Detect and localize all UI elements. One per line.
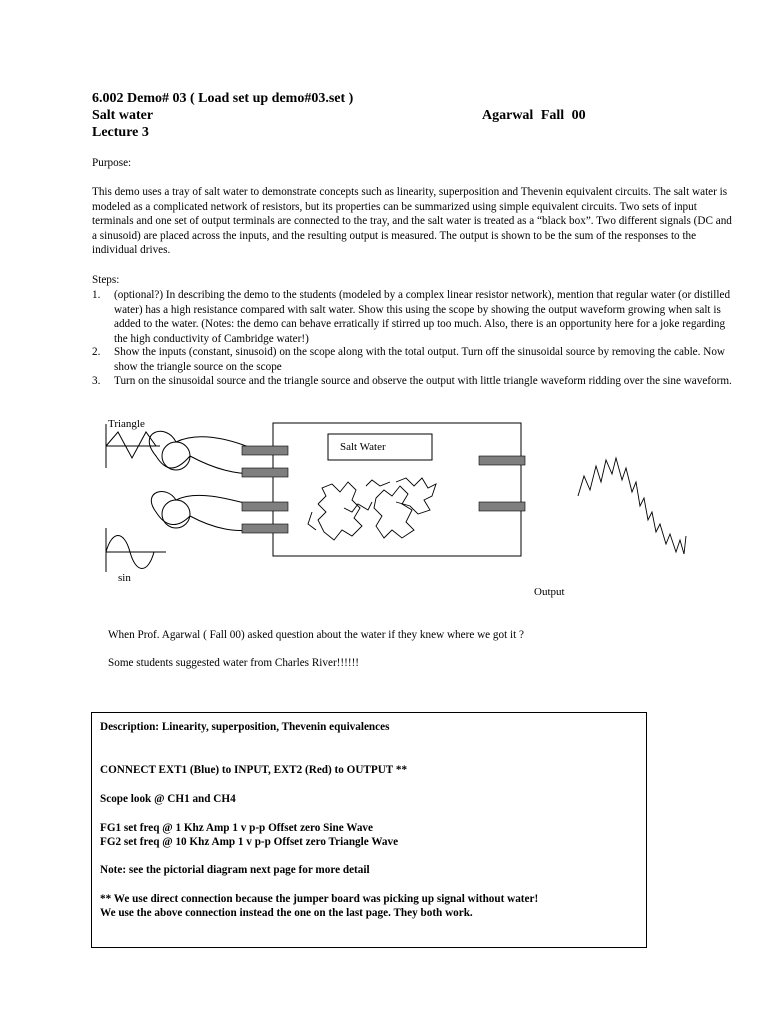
footnote-line: ** We use direct connection because the jumper board was picking up signal without water!	[100, 893, 539, 905]
step-item	[92, 345, 732, 374]
step-number: 2.	[92, 346, 101, 358]
steps-label: Steps:	[92, 274, 120, 286]
input-terminal	[242, 502, 288, 511]
fg1-line: FG1 set freq @ 1 Khz Amp 1 v p-p Offset zero Sine Wave	[100, 822, 373, 834]
doc-title: 6.002 Demo# 03 ( Load set up demo#03.set )	[92, 91, 354, 106]
sine-source-icon	[162, 500, 190, 528]
purpose-paragraph: This demo uses a tray of salt water to demonstrate concepts such as linearity, superposition and Thevenin equivalent circuits. The salt water is modeled as a complicated network of resistors, but its properties can be summarized using simple equivalent circuits. Two sets of input terminals and one set of output terminals are connected to the tray, and the salt water is treated as a “black box”. Two different signals (DC and a sinusoid) are placed across the inputs, and the resulting output is measured. The output is shown to be the sum of the responses to the individual drives.	[92, 186, 732, 256]
triangle-source-icon	[162, 442, 190, 470]
output-waveform-icon	[578, 458, 686, 554]
output-terminal	[479, 502, 525, 511]
output-terminal	[479, 456, 525, 465]
description-line: Description: Linearity, superposition, Thevenin equivalences	[100, 721, 390, 733]
note-detail-line: Note: see the pictorial diagram next page for more detail	[100, 864, 370, 876]
note-line: When Prof. Agarwal ( Fall 00) asked question about the water if they knew where we got it ?	[108, 629, 524, 641]
doc-subtitle: Salt water	[92, 108, 154, 123]
connect-line: CONNECT EXT1 (Blue) to INPUT, EXT2 (Red) to OUTPUT **	[100, 764, 408, 776]
step-item	[92, 374, 732, 389]
input-terminal	[242, 446, 288, 455]
step-text: Show the inputs (constant, sinusoid) on the scope along with the total output. Turn off the sinusoidal source by removing the cable. Now show the triangle source on the scope	[114, 346, 725, 373]
step-number: 3.	[92, 375, 101, 387]
step-number: 1.	[92, 289, 101, 301]
setup-info-box	[91, 712, 647, 948]
note-line: Some students suggested water from Charles River!!!!!!	[108, 657, 360, 669]
output-label: Output	[534, 586, 565, 598]
sin-label: sin	[118, 572, 131, 584]
input-terminal	[242, 468, 288, 477]
scope-line: Scope look @ CH1 and CH4	[100, 793, 236, 805]
footnote-line: We use the above connection instead the one on the last page. They both work.	[100, 907, 473, 919]
sine-wave-icon	[106, 528, 166, 572]
doc-lecture: Lecture 3	[92, 125, 149, 140]
triangle-label: Triangle	[108, 418, 145, 430]
salt-water-diagram	[96, 412, 696, 612]
input-terminal	[242, 524, 288, 533]
step-item	[92, 288, 732, 346]
fg2-line: FG2 set freq @ 10 Khz Amp 1 v p-p Offset zero Triangle Wave	[100, 836, 399, 848]
tray-label: Salt Water	[340, 441, 386, 453]
doc-author: Agarwal Fall 00	[482, 108, 586, 123]
step-text: Turn on the sinusoidal source and the triangle source and observe the output with little triangle waveform ridding over the sine waveform.	[114, 375, 732, 387]
purpose-label: Purpose:	[92, 157, 132, 169]
step-text: (optional?) In describing the demo to the students (modeled by a complex linear resistor network), mention that regular water (or distilled water) has a high resistance compared with salt water. Show this using the scope by showing the output waveform growing when salt is added to the water. (Notes: the demo can behave erratically if stirred up too much. Also, there is an opportunity here for a joke regarding the high conductivity of Cambridge water!)	[114, 289, 731, 345]
resistor-network-icon	[308, 478, 436, 540]
triangle-wave-icon	[106, 424, 160, 468]
